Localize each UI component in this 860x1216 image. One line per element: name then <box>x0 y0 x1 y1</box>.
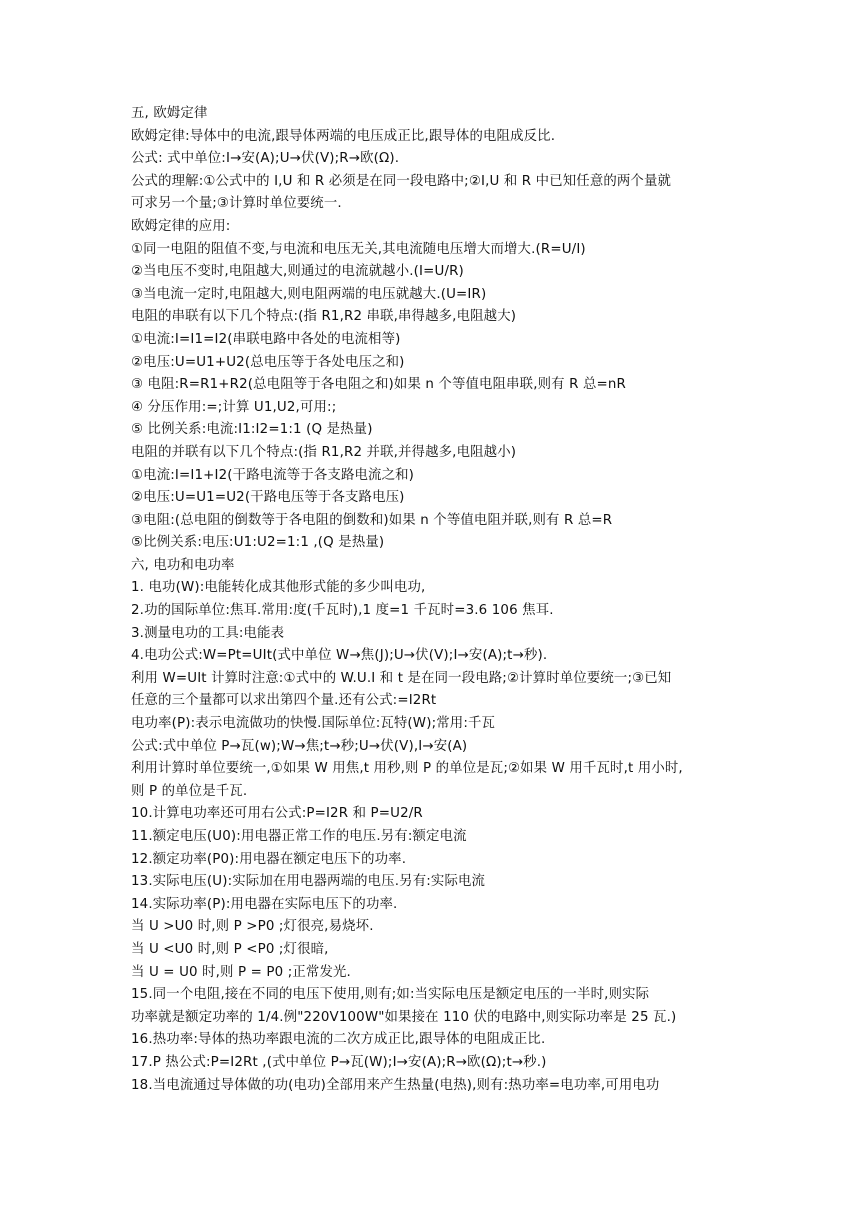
text-line: 3.测量电功的工具:电能表 <box>131 625 285 641</box>
text-line: ②当电压不变时,电阻越大,则通过的电流就越小.(I=U/R) <box>131 264 464 280</box>
text-line: 电阻的串联有以下几个特点:(指 R1,R2 串联,串得越多,电阻越大) <box>131 309 517 325</box>
text-line: 电阻的并联有以下几个特点:(指 R1,R2 并联,并得越多,电阻越小) <box>131 444 517 460</box>
text-line: 当 U <U0 时,则 P <P0 ;灯很暗, <box>131 941 329 957</box>
text-line: 公式的理解:①公式中的 I,U 和 R 必须是在同一段电路中;②I,U 和 R 中已知任意的两个量就 <box>131 173 672 189</box>
text-line: 2.功的国际单位:焦耳.常用:度(千瓦时),1 度=1 千瓦时=3.6 106 焦耳. <box>131 603 554 619</box>
text-line: 当 U = U0 时,则 P = P0 ;正常发光. <box>131 964 351 980</box>
text-line: 16.热功率:导体的热功率跟电流的二次方成正比,跟导体的电阻成正比. <box>131 1032 546 1048</box>
text-line: 功率就是额定功率的 1/4.例"220V100W"如果接在 110 伏的电路中,则实际功率是 25 瓦.) <box>131 1009 677 1025</box>
text-line: 可求另一个量;③计算时单位要统一. <box>131 196 342 212</box>
text-line: 欧姆定律:导体中的电流,跟导体两端的电压成正比,跟导体的电阻成反比. <box>131 128 556 144</box>
text-line: 公式:式中单位 P→瓦(w);W→焦;t→秒;U→伏(V),I→安(A) <box>131 738 468 754</box>
text-line: ⑤ 比例关系:电流:I1:I2=1:1 (Q 是热量) <box>131 422 373 438</box>
text-line: 利用 W=UIt 计算时注意:①式中的 W.U.I 和 t 是在同一段电路;②计算时单位要统一;③已知 <box>131 670 672 686</box>
text-line: 12.额定功率(P0):用电器在额定电压下的功率. <box>131 851 407 867</box>
text-line: 任意的三个量都可以求出第四个量.还有公式:=I2Rt <box>131 693 437 709</box>
text-line: ④ 分压作用:=;计算 U1,U2,可用:; <box>131 399 337 415</box>
text-line: ③电阻:(总电阻的倒数等于各电阻的倒数和)如果 n 个等值电阻并联,则有 R 总=R <box>131 512 613 528</box>
text-line: 电功率(P):表示电流做功的快慢.国际单位:瓦特(W);常用:千瓦 <box>131 716 496 732</box>
text-line: 利用计算时单位要统一,①如果 W 用焦,t 用秒,则 P 的单位是瓦;②如果 W 用千瓦时,t 用小时, <box>131 761 683 777</box>
text-line: 10.计算电功率还可用右公式:P=I2R 和 P=U2/R <box>131 806 423 822</box>
text-line: ③当电流一定时,电阻越大,则电阻两端的电压就越大.(U=IR) <box>131 286 487 302</box>
text-line: 公式: 式中单位:I→安(A);U→伏(V);R→欧(Ω). <box>131 151 400 167</box>
text-line: 13.实际电压(U):实际加在用电器两端的电压.另有:实际电流 <box>131 874 486 890</box>
text-line: 欧姆定律的应用: <box>131 218 231 234</box>
text-line: ①电流:I=I1=I2(串联电路中各处的电流相等) <box>131 331 401 347</box>
document-body <box>131 103 731 1097</box>
text-line: ⑤比例关系:电压:U1:U2=1:1 ,(Q 是热量) <box>131 535 385 551</box>
text-line: ②电压:U=U1=U2(干路电压等于各支路电压) <box>131 490 405 506</box>
section-heading-electric-work-power: 六, 电功和电功率 <box>131 557 235 573</box>
text-line: ②电压:U=U1+U2(总电压等于各处电压之和) <box>131 354 405 370</box>
text-line: 15.同一个电阻,接在不同的电压下使用,则有;如:当实际电压是额定电压的一半时,则实际 <box>131 987 650 1003</box>
text-line: 17.P 热公式:P=I2Rt ,(式中单位 P→瓦(W);I→安(A);R→欧(Ω);t→秒.) <box>131 1054 547 1070</box>
text-line: ③ 电阻:R=R1+R2(总电阻等于各电阻之和)如果 n 个等值电阻串联,则有 R 总=nR <box>131 377 626 393</box>
section-heading-ohms-law: 五, 欧姆定律 <box>131 106 208 121</box>
text-line: 11.额定电压(U0):用电器正常工作的电压.另有:额定电流 <box>131 829 467 844</box>
text-line: 则 P 的单位是千瓦. <box>131 783 248 799</box>
text-line: ①同一电阻的阻值不变,与电流和电压无关,其电流随电压增大而增大.(R=U/I) <box>131 241 586 257</box>
text-line: 14.实际功率(P):用电器在实际电压下的功率. <box>131 896 398 912</box>
text-line: 18.当电流通过导体做的功(电功)全部用来产生热量(电热),则有:热功率=电功率,可用电功 <box>131 1077 660 1093</box>
text-line: ①电流:I=I1+I2(干路电流等于各支路电流之和) <box>131 467 415 483</box>
text-line: 1. 电功(W):电能转化成其他形式能的多少叫电功, <box>131 580 426 596</box>
text-line: 4.电功公式:W=Pt=UIt(式中单位 W→焦(J);U→伏(V);I→安(A);t→秒). <box>131 648 548 664</box>
text-line: 当 U >U0 时,则 P >P0 ;灯很亮,易烧坏. <box>131 919 374 935</box>
